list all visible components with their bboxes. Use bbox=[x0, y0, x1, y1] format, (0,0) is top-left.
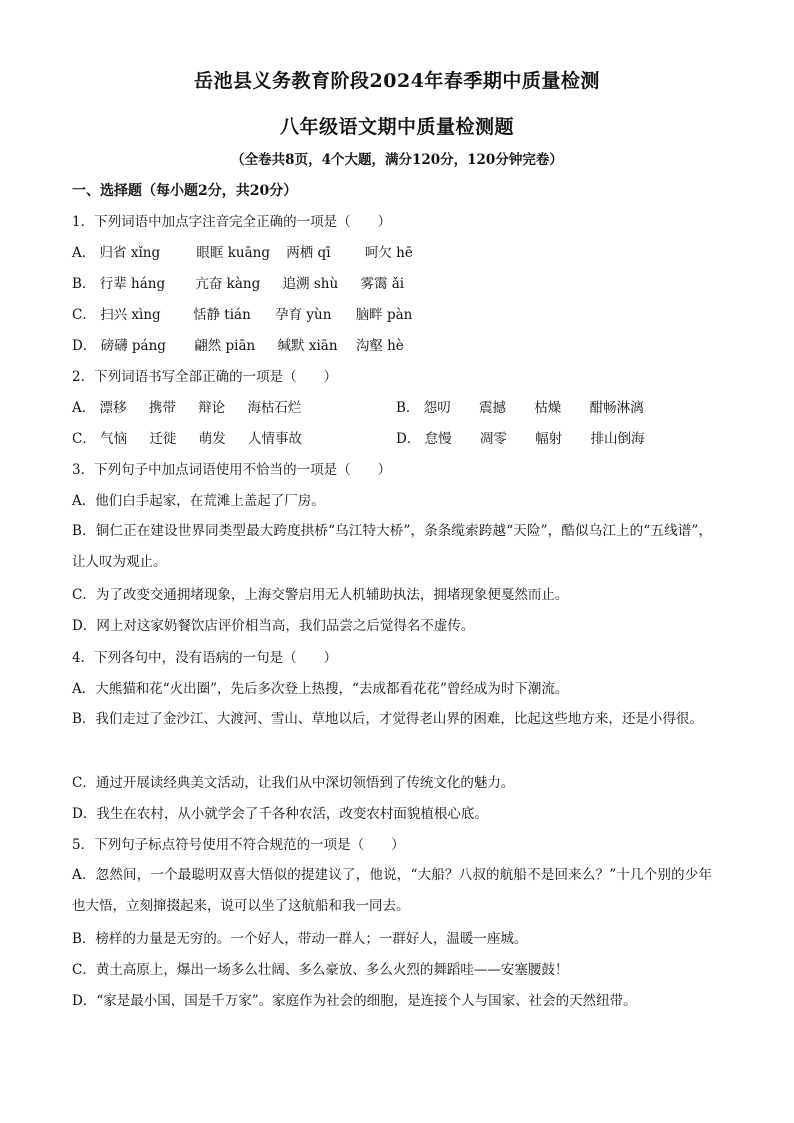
option-label: D． bbox=[396, 431, 421, 447]
question-5-option-d: D．“家是最小国，国是千万家”。家庭作为社会的细胞，是连接个人与国家、社会的天然纽带。 bbox=[72, 993, 637, 1009]
option-word: 气恼 bbox=[100, 431, 128, 447]
option-word: 眼眶 kuāng bbox=[196, 245, 270, 261]
question-3-option-b: B．铜仁正在建设世界同类型最大跨度拱桥“乌江特大桥”，条条缆索跨越“天险”，酷似乌江上的“五线谱”，让人叹为观止。 bbox=[72, 523, 712, 570]
option-word: 磅礴 páng bbox=[100, 338, 166, 354]
option-word: 怠慢 bbox=[424, 431, 452, 447]
question-5-stem: 5．下列句子标点符号使用不符合规范的一项是（ ） bbox=[72, 837, 405, 853]
question-2-option-d bbox=[396, 429, 663, 449]
question-3-option-c: C．为了改变交通拥堵现象，上海交警启用无人机辅助执法，拥堵现象便戛然而止。 bbox=[72, 587, 569, 603]
question-1-option-a bbox=[72, 243, 433, 263]
section-title: 一、选择题（每小题2分，共20分） bbox=[72, 183, 298, 199]
option-word: 震撼 bbox=[479, 400, 507, 416]
option-word: 呵欠 hē bbox=[364, 245, 413, 261]
question-5-option-b: B．榜样的力量是无穷的。一个好人，带动一群人；一群好人，温暖一座城。 bbox=[72, 931, 528, 947]
option-label: B． bbox=[396, 400, 420, 416]
question-1-stem: 1．下列词语中加点字注音完全正确的一项是（ ） bbox=[72, 214, 392, 230]
option-word: 漂移 bbox=[99, 400, 127, 416]
question-2-option-a bbox=[72, 398, 319, 418]
question-3-stem: 3．下列句子中加点词语使用不恰当的一项是（ ） bbox=[72, 462, 392, 478]
option-label: A． bbox=[72, 400, 96, 416]
question-2-stem: 2．下列词语书写全部正确的一项是（ ） bbox=[72, 369, 338, 385]
option-word: 海枯石烂 bbox=[247, 400, 302, 416]
exam-title: 岳池县义务教育阶段2024年春季期中质量检测 bbox=[194, 70, 600, 92]
question-4-stem: 4．下列各句中，没有语病的一句是（ ） bbox=[72, 650, 338, 666]
option-label: B． bbox=[72, 276, 96, 292]
option-word: 翩然 piān bbox=[194, 338, 256, 354]
option-label: A． bbox=[72, 245, 96, 261]
option-word: 幅射 bbox=[535, 431, 563, 447]
option-word: 枯燥 bbox=[534, 400, 562, 416]
option-label: D． bbox=[72, 338, 97, 354]
option-word: 恬静 tián bbox=[193, 307, 251, 323]
question-4-option-d: D．我生在农村，从小就学会了千各种农活，改变农村面貌植根心底。 bbox=[72, 806, 488, 822]
exam-info: （全卷共8页，4个大题，满分120分，120分钟完卷） bbox=[231, 152, 563, 168]
question-5-option-c: C．黄土高原上，爆出一场多么壮阔、多么豪放、多么火烈的舞蹈哇——安塞腰鼓！ bbox=[72, 962, 569, 978]
option-label: C． bbox=[72, 431, 96, 447]
option-word: 萌发 bbox=[198, 431, 226, 447]
option-word: 归省 xǐng bbox=[99, 245, 161, 261]
option-label: C． bbox=[72, 307, 96, 323]
question-2-option-c bbox=[72, 429, 320, 449]
option-word: 扫兴 xìng bbox=[100, 307, 161, 323]
question-4-option-c: C．通过开展读经典美文活动，让我们从中深切领悟到了传统文化的魅力。 bbox=[72, 775, 515, 791]
option-word: 人情事故 bbox=[248, 431, 303, 447]
exam-subject-title: 八年级语文期中质量检测题 bbox=[279, 116, 514, 138]
option-word: 迁徙 bbox=[149, 431, 177, 447]
option-word: 孕育 yùn bbox=[275, 307, 332, 323]
question-1-option-d bbox=[72, 336, 424, 356]
option-word: 酣畅淋漓 bbox=[589, 400, 644, 416]
question-3-option-d: D．网上对这家奶餐饮店评价相当高，我们品尝之后觉得名不虚传。 bbox=[72, 618, 475, 634]
option-word: 雾霭 ǎi bbox=[360, 276, 405, 292]
question-2-option-b bbox=[396, 398, 662, 418]
option-word: 缄默 xiān bbox=[277, 338, 338, 354]
question-4-option-a: A．大熊猫和花“火出圈”，先后多次登上热搜，“去成都看花花”曾经成为时下潮流。 bbox=[72, 681, 569, 697]
option-word: 辩论 bbox=[198, 400, 226, 416]
option-word: 排山倒海 bbox=[590, 431, 645, 447]
option-word: 怨叨 bbox=[423, 400, 451, 416]
option-word: 沟壑 hè bbox=[355, 338, 404, 354]
question-4-option-b: B．我们走过了金沙江、大渡河、雪山、草地以后，才觉得老山界的困难，比起这些地方来，还是小得很。 bbox=[72, 711, 703, 727]
question-3-option-a: A．他们白手起家，在荒滩上盖起了厂房。 bbox=[72, 493, 325, 509]
option-word: 携带 bbox=[148, 400, 176, 416]
option-word: 脑畔 pàn bbox=[355, 307, 413, 323]
option-word: 亢奋 kàng bbox=[195, 276, 261, 292]
option-word: 行辈 háng bbox=[99, 276, 166, 292]
question-1-option-b bbox=[72, 274, 424, 294]
question-5-option-a: A．忽然间，一个最聪明双喜大悟似的提建议了，他说，“大船？八叔的航船不是回来么？”十几个别的少年也大悟，立刻撺掇起来，说可以坐了这航船和我一同去。 bbox=[72, 867, 712, 914]
option-word: 两栖 qī bbox=[286, 245, 331, 261]
option-word: 追溯 shù bbox=[282, 276, 339, 292]
question-1-option-c bbox=[72, 305, 432, 325]
option-word: 凋零 bbox=[479, 431, 507, 447]
